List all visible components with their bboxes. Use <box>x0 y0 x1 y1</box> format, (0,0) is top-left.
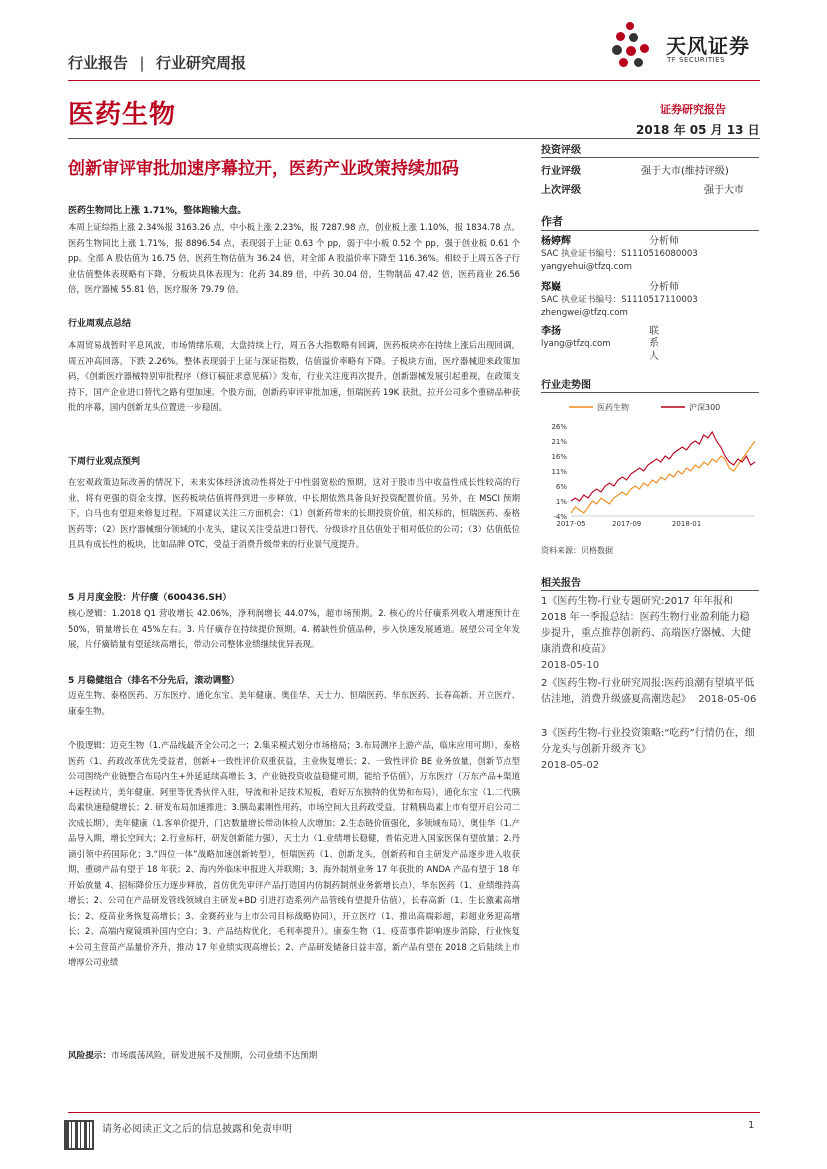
x-tick-label-1: 2017-05 <box>556 520 586 528</box>
industry-rating-label: 行业评级 <box>541 166 581 177</box>
related-item-3-text[interactable]: 3《医药生物-行业投资策略:“吃药”行情仍在，细分龙头与创新升级齐飞》 <box>541 728 755 755</box>
y-tick-label-1: 26% <box>551 423 567 431</box>
headline: 创新审评审批加速序幕拉开，医药产业政策持续加码 <box>68 159 459 179</box>
p1-title: 医药生物同比上涨 1.71%，整体跑输大盘。 <box>68 206 247 216</box>
trend-rule <box>541 392 759 393</box>
breadcrumb-separator: | <box>139 54 145 72</box>
logo-cn: 天风证券 <box>666 34 750 58</box>
industry-rating-value: 强于大市(维持评级) <box>641 166 729 177</box>
author-1 <box>541 236 698 273</box>
breadcrumb <box>68 52 246 73</box>
author-1-role: 分析师 <box>649 236 679 247</box>
related-item-1-date: 2018-05-10 <box>541 660 600 671</box>
related-item-2-text[interactable]: 2《医药生物-行业研究周报:医药浪潮有望填平低估洼地，消费升级盛夏高潮迭起》 <box>541 678 755 705</box>
last-rating-label: 上次评级 <box>541 185 581 196</box>
p5-text: 迈克生物、泰格医药、万东医疗、通化东宝、美年健康、奥佳华、天士力、恒瑞医药、华东医药、长春高新、开立医疗、康泰生物。 <box>68 690 520 716</box>
page-number: 1 <box>748 1120 755 1131</box>
p1-text: 本周上证综指上涨 2.34%报 3163.26 点，中小板上涨 2.23%，报 7287.98 点，创业板上涨 1.10%，报 1834.78 点。医药生物同比上涨 1.71%，报 8896.54 点，表现弱于上证 0.63 个 pp，弱于中小板 0.52 个 pp，强于创业板 0.61 个 pp。全部 A 股估值为 16.75 倍，医药生物估值为 36.24 倍，对全部 A 股溢价率下降至 116.36%。相较于上周五各子行业估值整体表现略有下降，分板块具体表现为：化药 34.89 倍，中药 30.04 倍，生物制品 47.42 倍，医药商业 26.56 倍，医疗器械 55.81 倍，医疗服务 79.79 倍。 <box>68 222 520 294</box>
related-item-2-date: 2018-05-06 <box>698 694 757 705</box>
related-item-1[interactable] <box>541 594 759 674</box>
author-1-sac: SAC 执业证书编号：S1110516080003 <box>541 249 698 260</box>
trend-source: 资料来源：贝格数据 <box>541 546 613 555</box>
series-line-2 <box>571 432 755 501</box>
chart-y-axis <box>551 423 567 521</box>
report-type: 证券研究报告 <box>660 103 726 116</box>
s3-title: 下周行业观点预判 <box>68 457 141 467</box>
author-1-name: 杨婷辉 <box>541 236 571 247</box>
author-3-email[interactable]: lyang@tfzq.com <box>541 339 611 350</box>
author-3 <box>541 326 659 362</box>
related-item-1-text[interactable]: 1《医药生物-行业专题研究:2017 年年报和 2018 年一季报总结：医药生物行业盈利能力稳步提升，重点推荐创新药、高端医疗器械、大健康消费和疫苗》 <box>541 596 751 655</box>
p3-text: 在宏观政策边际改善的情况下，未来实体经济流动性将处于中性弱宽松的预期，这对于股市当中收益性成长性较高的行业，将有更强的资金支撑，医药板块估值将得到进一步释放，中长期依然具备良好投资配置价值。另外，在 MSCI 预期下，白马也有望迎来修复过程。下周建议关注三方面机会：（1）创新药带来的长期投资价值，相关标的，恒瑞医药、泰格医药等；（2）医疗器械细分领域的小龙头，建议关注受益进口替代、分级诊疗且估值处于相对低位的公司；（3）估值低位且具有成长性的板块，比如品牌 OTC，受益于消费升级带来的行业景气度提升。 <box>68 477 520 549</box>
breadcrumb-report: 行业报告 <box>68 54 129 72</box>
trend-title: 行业走势图 <box>541 380 591 391</box>
s2-title: 行业周观点总结 <box>68 319 132 329</box>
author-1-email[interactable]: yangyehui@tfzq.com <box>541 261 632 272</box>
y-tick-label-6: 1% <box>555 498 567 506</box>
rating-title: 投资评级 <box>541 145 581 156</box>
author-2-name: 郑嶷 <box>541 282 561 293</box>
last-rating-value: 强于大市 <box>704 185 744 196</box>
authors-rule <box>541 230 759 231</box>
legend-label-1: 医药生物 <box>597 403 629 412</box>
chart-x-axis <box>556 516 755 528</box>
author-3-name: 李扬 <box>541 326 561 337</box>
title-rule <box>68 138 760 139</box>
logo-mark <box>612 22 654 68</box>
x-tick-label-3: 2018-01 <box>671 520 702 528</box>
related-item-3-date: 2018-05-02 <box>541 760 600 771</box>
trend-chart <box>541 396 759 538</box>
series-line-1 <box>571 441 755 513</box>
author-2 <box>541 282 698 319</box>
author-2-email[interactable]: zhengwei@tfzq.com <box>541 307 628 318</box>
author-2-role: 分析师 <box>649 282 679 293</box>
author-3-role: 联系人 <box>649 326 659 362</box>
sector-title: 医药生物 <box>68 100 177 130</box>
breadcrumb-weekly: 行业研究周报 <box>155 54 246 72</box>
report-date: 2018 年 05 月 13 日 <box>636 123 760 137</box>
related-item-2[interactable] <box>541 676 759 708</box>
y-tick-label-5: 6% <box>555 483 567 491</box>
footer-rule <box>68 1112 760 1113</box>
p2-text: 本周贸易战暂时平息风波，市场情绪乐观，大盘持续上行，周五各大指数略有回调，医药板块亦在持续上涨后出现回调，周五冲高回落，下跌 2.26%。整体表现弱于上证与深证指数，估值溢价率略有下降。子板块方面，医疗器械迎来政策加码，《创新医疗器械特别审批程序（修订稿征求意见稿）》发布，行业关注度再次提升，创新器械发展引起重视，在政策支持下，国产企业进口替代之路有望加速。个股方面，创新药审评审批加速，恒瑞医药 19K 获批，拉开公司多个重磅品种获批的序幕，国内创新龙头位置进一步稳固。 <box>68 340 520 412</box>
related-rule <box>541 590 759 591</box>
related-item-3[interactable] <box>541 726 759 774</box>
risk-text: 市场震荡风险，研发进展不及预期，公司业绩不达预期 <box>110 1051 318 1061</box>
chart-series <box>571 432 755 513</box>
p4-text: 核心逻辑：1.2018 Q1 营收增长 42.06%，净利润增长 44.07%，超市场预期。2. 核心的片仔癀系列收入增速预计在 50%，销量增长在 45%左右。3. 片仔癀存在持续提价预期。4. 稀缺性价值品种，步入快速发展通道。展望公司全年发展，片仔癀销量有望延续高增长，带动公司整体业绩继续优异表现。 <box>68 608 520 649</box>
s5-title: 5 月稳健组合（排名不分先后，滚动调整） <box>68 676 240 686</box>
related-title: 相关报告 <box>541 578 581 589</box>
author-2-sac: SAC 执业证书编号：S1110517110003 <box>541 295 698 306</box>
y-tick-label-7: -4% <box>553 513 567 521</box>
legend-label-2: 沪深300 <box>689 403 721 412</box>
authors-title: 作者 <box>541 215 563 228</box>
y-tick-label-4: 11% <box>551 468 567 476</box>
s4-title: 5 月月度金股：片仔癀（600436.SH） <box>68 593 232 603</box>
logo-en: TF SECURITIES <box>667 56 726 64</box>
qr-code <box>64 1120 94 1150</box>
risk-note <box>68 1049 317 1061</box>
x-tick-label-2: 2017-09 <box>612 520 642 528</box>
p6-text: 个股逻辑：迈克生物（1.产品线最齐全公司之一；2.集采模式划分市场格局；3.布局测序上游产品，临床应用可期），泰格医药（1、药政改革优先受益者，创新+一致性评价双重获益，主业恢复增长；2、一致性评价 BE 业务放量，创新节点型公司围绕产业链整合布局内生+外延延续高增长 3、产业链投资收益稳健可期，能给予估值），万东医疗（万东产品+渠道+远程读片，美年健康、阿里等优秀伙伴入驻，导流和补足技术短板，看好万东独特的优势和布局），通化东宝（1.二代胰岛素快速稳健增长；2. 研发布局加速推进；3.胰岛素刚性用药，市场空间大且药政受益，甘精胰岛素上市有望开启公司二次成长期），美年健康（1.客单价提升，门店数量增长带动体检人次增加；2.生态链价值强化，多领域布局），奥佳华（1.产品导入期，增长空间大；2.行业标杆，研发创新能力强），天士力（1.业绩增长稳健，普佑克进入国家医保有望放量；2.丹滴引领中药国际化；3.“四位一体”战略加速创新转型），恒瑞医药（1、创新龙头，创新药和自主研发产品逐步进入收获期，重磅产品有望于 18 年获；2、海内外临床申报进入并联期；3、海外制剂业务 17 年获批的 ANDA 产品有望于 18 年开始放量 4、招标降价压力逐步释放，首仿优先审评产品打造国内仿制药制剂业务新增长点），华东医药（1、业绩维持高增长；2、公司在产品研发管线领域自主研发+BD 引进打造系列产品管线有望提升估值），长春高新（1、生长激素高增长；2、疫苗业务恢复高增长；3、金赛药业与上市公司目标战略协同），开立医疗（1、推出高端彩超，彩超业务迎高增长；2、高端内窥镜填补国内空白；3、产品结构优化，毛利率提升）。康泰生物（1、疫苗事件影响逐步消除，行业恢复+公司主营苗产品量价齐升，推动 17 年业绩实现高增长；2、产品研发储备日益丰富，新产品有望在 2018 之后陆续上市增厚公司业绩 <box>68 740 520 967</box>
y-tick-label-3: 16% <box>551 453 567 461</box>
header-rule <box>68 80 760 81</box>
chart-legend <box>569 402 720 412</box>
risk-title: 风险提示： <box>68 1051 111 1061</box>
rating-rule <box>541 157 759 158</box>
y-tick-label-2: 21% <box>551 438 567 446</box>
footer-disclaimer[interactable]: 请务必阅读正文之后的信息披露和免责申明 <box>102 1124 292 1135</box>
